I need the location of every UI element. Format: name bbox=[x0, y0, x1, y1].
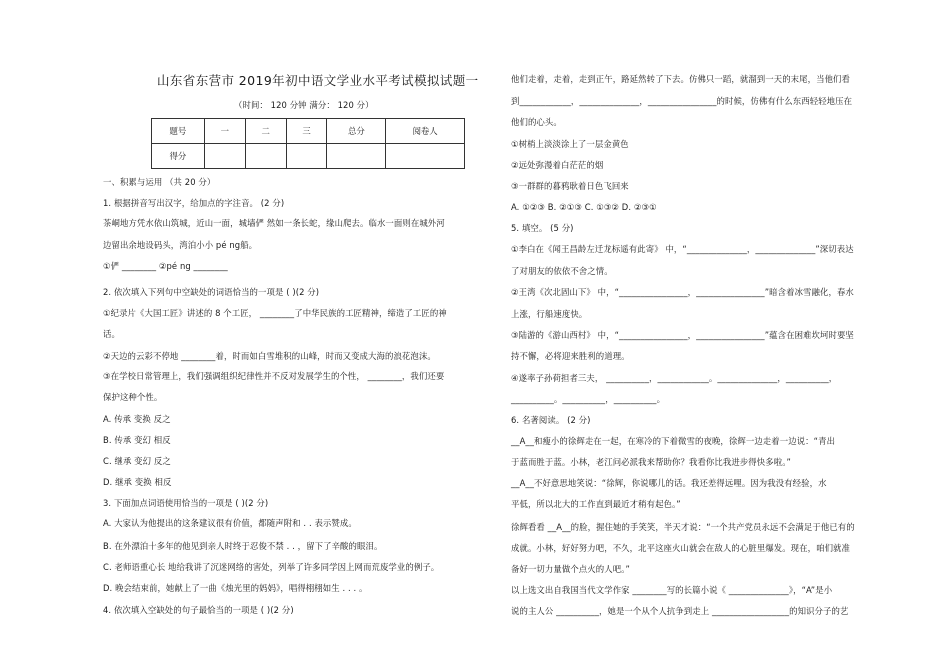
score-table bbox=[151, 118, 465, 169]
passage-line: 到____________，______________，________________的时候，仿佛有什么东西轻轻地压在 bbox=[511, 96, 853, 106]
question-line: ①李白在《闻王昌龄左迁龙标遥有此寄》 中，“______________，______________”深切表达 bbox=[511, 244, 854, 254]
question-line: 4. 依次填入空缺处的句子最恰当的一项是 ( )(2 分) bbox=[103, 605, 294, 615]
option-line: A. 大家认为他提出的这条建议很有价值，都随声附和 . . 表示赞成。 bbox=[103, 518, 357, 528]
passage-line: 以上选文出自我国当代文学作家 ________写的长篇小说《 ______________》，“A”是小 bbox=[511, 585, 833, 595]
option-line: A. 传承 变换 反之 bbox=[103, 414, 171, 424]
question-line: ④遂率子孙荷担者三夫， __________，____________。______________，__________， bbox=[511, 373, 838, 383]
option-line: C. 老师语重心长 地给我讲了沉迷网络的害处，列举了许多同学因上网而荒废学业的例子。 bbox=[103, 562, 440, 572]
option-line: B. 传承 变幻 相反 bbox=[103, 435, 171, 445]
question-line: 持不懈，必将迎来胜利的道理。 bbox=[511, 351, 630, 361]
option-line: D. 继承 变换 相反 bbox=[103, 477, 172, 487]
option-line: ①树梢上淡淡涂上了一层金黄色 bbox=[511, 139, 629, 149]
score-cell bbox=[286, 144, 327, 169]
score-cell bbox=[245, 144, 286, 169]
score-table-header-row bbox=[152, 119, 465, 144]
question-line: ③在学校日常管理上，我们强调组织纪律性并不反对发展学生的个性， ________，我们还要 bbox=[103, 371, 445, 381]
question-line: ②天边的云彩不停地 ________着，时而如白雪堆积的山峰，时而又变成大海的浪花泡沫。 bbox=[103, 351, 436, 361]
question-line: 了对朋友的依依不舍之情。 bbox=[511, 266, 613, 276]
question-line: ②王湾《次北固山下》 中，“________________，________________”暗含着冰雪融化，春水 bbox=[511, 287, 854, 297]
question-line: 边留出余地设码头，湾泊小小 pé ng船。 bbox=[103, 240, 258, 250]
option-line: D. 晚会结束前，她献上了一曲《烛光里的妈妈》，唱得栩栩如生 . . . 。 bbox=[103, 583, 368, 593]
passage-line: 他们走着，走着，走到正午，路延然转了下去。仿佛只一蹈，就溜到一天的末尾，当他们看 bbox=[511, 74, 850, 84]
question-line: 2. 依次填入下列句中空缺处的词语恰当的一项是 ( )(2 分) bbox=[103, 287, 320, 297]
score-table-header: 题号 bbox=[152, 119, 205, 144]
question-line: 3. 下面加点词语使用恰当的一项是 ( )(2 分) bbox=[103, 498, 269, 508]
passage-line: 徐辉看看 __A__的脸，握住她的手笑笑，半天才说：“一个共产党员永远不会满足于他已有的 bbox=[511, 522, 855, 532]
time-info: （时间： 120 分钟 满分： 120 分） bbox=[234, 100, 374, 110]
score-cell bbox=[327, 144, 386, 169]
section-heading: 一、积累与运用 （共 20 分） bbox=[103, 177, 216, 187]
score-cell bbox=[386, 144, 465, 169]
option-line: ③一群群的暮鸦耿着日色飞回来 bbox=[511, 181, 629, 191]
question-line: 上涨，行船速度快。 bbox=[511, 309, 588, 319]
score-table-header: 阅卷人 bbox=[386, 119, 465, 144]
question-line: 茶峒地方凭水依山筑城，近山一面，城墙俨 然如一条长蛇，缘山爬去。临水一面则在城外河 bbox=[103, 218, 445, 228]
passage-line: 于蓝而胜于蓝。小林，老江问必派我来帮助你？我看你比我进步得快多啦。” bbox=[511, 457, 791, 467]
question-line: __________。__________，__________。 bbox=[511, 394, 666, 404]
passage-line: 成就。小林，好好努力吧，不久，北平这座火山就会在敌人的心脏里爆发。现在，咱们就准 bbox=[511, 543, 850, 553]
score-row-label: 得分 bbox=[152, 144, 205, 169]
passage-line: 备好一切力量做个点火的人吧。” bbox=[511, 564, 630, 574]
question-line: 1. 根据拼音写出汉字，给加点的字注音。 (2 分) bbox=[103, 198, 285, 208]
question-line: 保护这种个性。 bbox=[103, 392, 163, 402]
page-title: 山东省东营市 2019年初中语文学业水平考试模拟试题一 bbox=[157, 73, 479, 88]
question-line: 话。 bbox=[103, 329, 120, 339]
option-line: C. 继承 变幻 反之 bbox=[103, 456, 171, 466]
question-line: ①纪录片《大国工匠》讲述的 8 个工匠， ________了中华民族的工匠精神，缔造了工匠的神 bbox=[103, 308, 447, 318]
question-line: ③陆游的《游山西村》 中，“________________，________________”蕴含在困难坎坷时要坚 bbox=[511, 330, 854, 340]
option-line: A. ①②③ B. ②①③ C. ①③② D. ②③① bbox=[511, 202, 657, 212]
option-line: B. 在外漂泊十多年的他见到亲人时终于忍俊不禁 . . ，留下了辛酸的眼泪。 bbox=[103, 541, 383, 551]
score-table-header: 三 bbox=[286, 119, 327, 144]
question-line: 6. 名著阅读。 (2 分) bbox=[511, 415, 591, 425]
passage-line: __A__不好意思地笑说：“徐辉，你说哪儿的话。我还差得远哩。因为我没有经验，水 bbox=[511, 478, 827, 488]
score-table-row bbox=[152, 144, 465, 169]
passage-line: 他们的心头。 bbox=[511, 117, 562, 127]
answer-line: ①俨 ________ ②pé ng ________ bbox=[103, 261, 228, 271]
score-cell bbox=[204, 144, 245, 169]
score-table-header: 一 bbox=[204, 119, 245, 144]
score-table-header: 二 bbox=[245, 119, 286, 144]
question-line: 5. 填空。 (5 分) bbox=[511, 223, 574, 233]
passage-line: 平低，所以北大的工作直到最近才稍有起色。” bbox=[511, 499, 681, 509]
option-line: ②远处弥漫着白茫茫的烟 bbox=[511, 160, 604, 170]
passage-line: 说的主人公 __________，她是一个从个人抗争到走上 __________________的知识分子的艺 bbox=[511, 606, 849, 616]
passage-line: __A__和瘦小的徐辉走在一起，在寒冷的下着微雪的夜晚，徐辉一边走着一边说：“青出 bbox=[511, 436, 836, 446]
score-table-header: 总分 bbox=[327, 119, 386, 144]
